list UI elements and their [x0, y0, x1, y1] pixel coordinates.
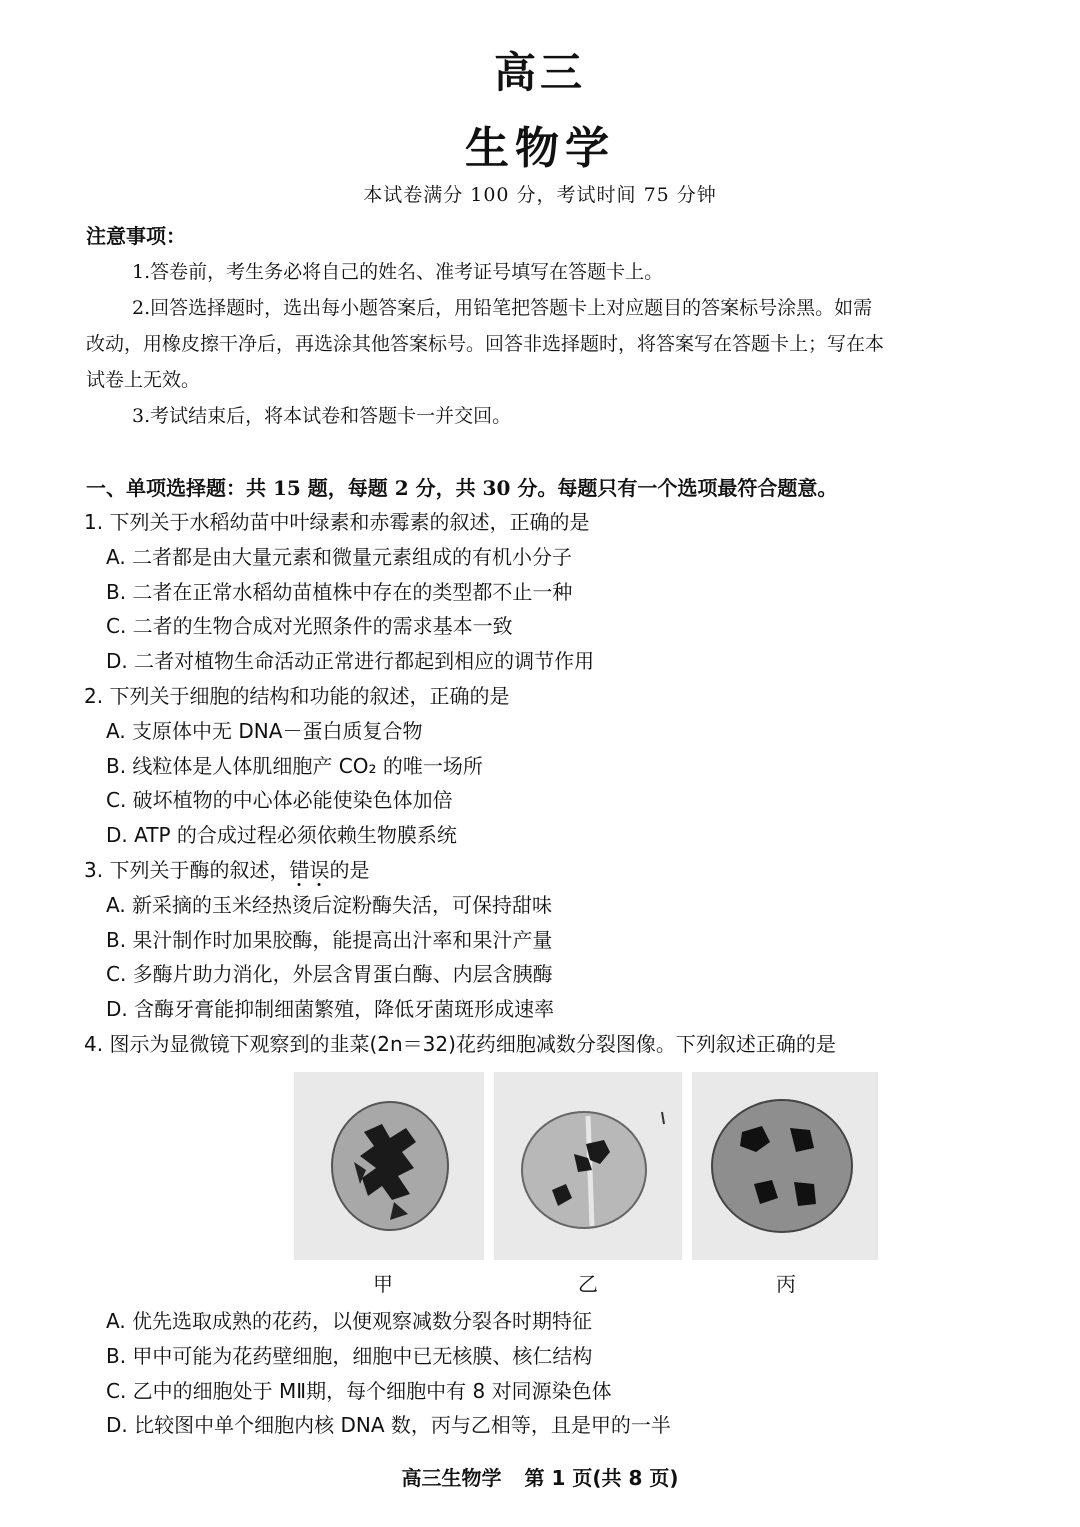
figure-label-jia: 甲 [373, 1272, 393, 1296]
micrograph-figures [294, 1072, 884, 1262]
cell-image-jia [294, 1072, 484, 1260]
micrograph-panel-bing [692, 1072, 878, 1260]
section-heading: 一、单项选择题：共 15 题，每题 2 分，共 30 分。每题只有一个选项最符合题意。 [86, 476, 838, 500]
note-item-2b: 改动，用橡皮擦干净后，再选涂其他答案标号。回答非选择题时，将答案写在答题卡上；写在本 [86, 333, 885, 355]
question-3-option-a: A. 新采摘的玉米经热烫后淀粉酶失活，可保持甜味 [106, 892, 553, 917]
question-2-option-c: C. 破坏植物的中心体必能使染色体加倍 [106, 788, 453, 813]
question-1-stem: 1. 下列关于水稻幼苗中叶绿素和赤霉素的叙述，正确的是 [84, 510, 590, 534]
micrograph-panel-yi [494, 1072, 682, 1260]
question-3-option-d: D. 含酶牙膏能抑制细菌繁殖，降低牙菌斑形成速率 [106, 997, 555, 1022]
cell-image-yi [494, 1072, 682, 1260]
question-4-stem: 4. 图示为显微镜下观察到的韭菜(2n＝32)花药细胞减数分裂图像。下列叙述正确的是 [84, 1031, 836, 1056]
footer-subject: 高三生物学 [401, 1466, 502, 1490]
question-3-stem-pre: 3. 下列关于酶的叙述， [84, 857, 290, 882]
question-2-option-a: A. 支原体中无 DNA－蛋白质复合物 [106, 718, 423, 743]
note-item-3: 3.考试结束后，将本试卷和答题卡一并交回。 [132, 405, 512, 427]
question-3-stem-post: 的是 [329, 857, 370, 882]
question-1-option-d: D. 二者对植物生命活动正常进行都起到相应的调节作用 [106, 649, 595, 674]
notes-title: 注意事项： [86, 224, 186, 248]
question-4-options [84, 1304, 1044, 1443]
question-3-option-c: C. 多酶片助力消化，外层含胃蛋白酶、内层含胰酶 [106, 962, 553, 987]
figure-label-yi: 乙 [578, 1272, 598, 1296]
question-3-option-b: B. 果汁制作时加果胶酶，能提高出汁率和果汁产量 [106, 927, 553, 952]
figure-label-bing: 丙 [776, 1272, 796, 1296]
subject-title: 生物学 [465, 123, 615, 174]
question-4-option-c: C. 乙中的细胞处于 MⅡ期，每个细胞中有 8 对同源染色体 [106, 1378, 612, 1403]
page-footer [0, 1462, 1080, 1491]
question-1-option-a: A. 二者都是由大量元素和微量元素组成的有机小分子 [106, 544, 573, 569]
question-4-option-b: B. 甲中可能为花药壁细胞，细胞中已无核膜、核仁结构 [106, 1343, 593, 1368]
questions-block [84, 505, 1044, 1062]
cell-image-bing [692, 1072, 878, 1260]
question-3-stem [84, 853, 1044, 888]
question-1-option-b: B. 二者在正常水稻幼苗植株中存在的类型都不止一种 [106, 579, 573, 604]
question-2-option-d: D. ATP 的合成过程必须依赖生物膜系统 [106, 823, 457, 848]
notes-block [86, 218, 1046, 434]
emphasis-char-2: 误 [309, 857, 330, 882]
question-4-option-d: D. 比较图中单个细胞内核 DNA 数，丙与乙相等，且是甲的一半 [106, 1413, 671, 1438]
note-item-1: 1.答卷前，考生务必将自己的姓名、准考证号填写在答题卡上。 [132, 261, 664, 283]
footer-page-number: 第 1 页(共 8 页) [524, 1466, 679, 1490]
question-1-option-c: C. 二者的生物合成对光照条件的需求基本一致 [106, 614, 513, 639]
grade-title: 高三 [493, 48, 586, 97]
micrograph-panel-jia [294, 1072, 484, 1260]
question-2-option-b: B. 线粒体是人体肌细胞产 CO₂ 的唯一场所 [106, 753, 483, 778]
emphasis-char-1: 错 [289, 857, 310, 882]
question-2-stem: 2. 下列关于细胞的结构和功能的叙述，正确的是 [84, 683, 510, 708]
exam-info: 本试卷满分 100 分，考试时间 75 分钟 [363, 184, 717, 206]
question-4-option-a: A. 优先选取成熟的花药，以便观察减数分裂各时期特征 [106, 1309, 593, 1333]
note-item-2c: 试卷上无效。 [86, 369, 201, 391]
note-item-2a: 2.回答选择题时，选出每小题答案后，用铅笔把答题卡上对应题目的答案标号涂黑。如需 [132, 297, 873, 319]
